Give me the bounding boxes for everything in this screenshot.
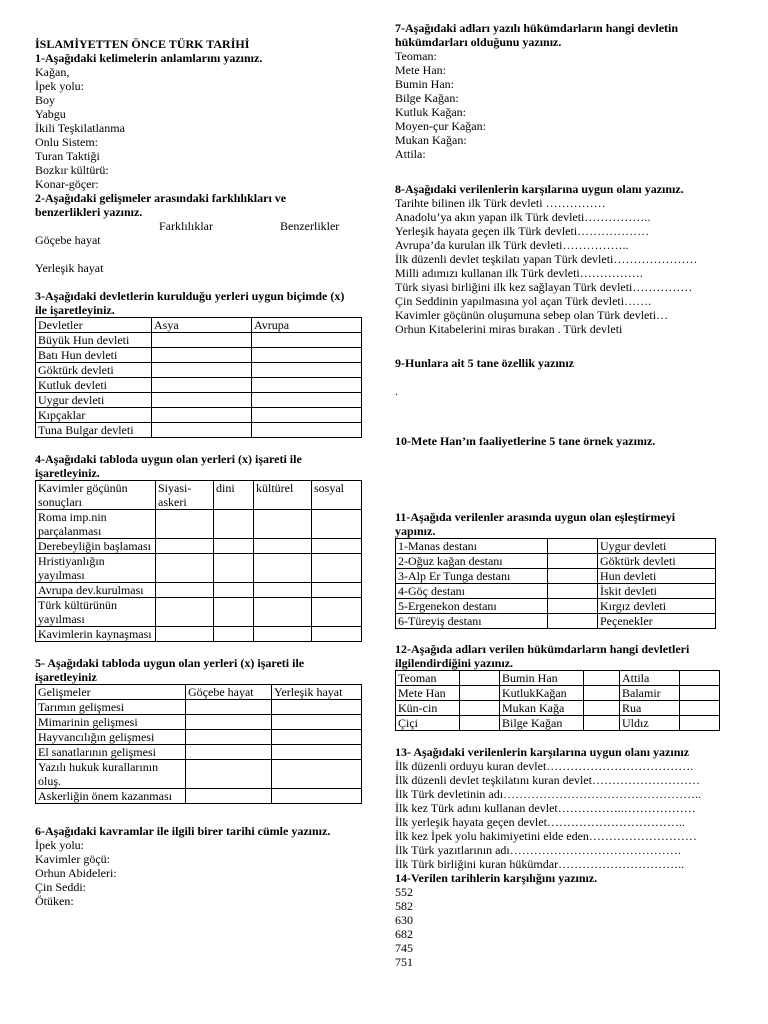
table-row	[36, 715, 362, 730]
answer-cell[interactable]	[214, 554, 254, 583]
q13-item: İlk düzenli devlet teşkilatını kuran devlet………………………	[395, 773, 700, 787]
answer-cell[interactable]	[156, 583, 214, 598]
q11-table	[395, 538, 716, 629]
table-header: Göçebe hayat	[186, 685, 272, 700]
q1-item: İpek yolu:	[35, 79, 84, 93]
q8-item: Milli adımızı kullanan ilk Türk devleti…………….	[395, 266, 643, 280]
answer-cell[interactable]	[252, 408, 362, 423]
q8-item: Avrupa’da kurulan ilk Türk devleti……………..	[395, 238, 629, 252]
q14-item: 682	[395, 927, 413, 941]
table-cell: Çiçi	[396, 716, 460, 731]
answer-cell[interactable]	[254, 583, 312, 598]
table-header: Avrupa	[252, 318, 362, 333]
q11-heading: 11-Aşağıda verilenler arasında uygun olan eşleştirmeyi	[395, 510, 676, 524]
answer-cell[interactable]	[152, 333, 252, 348]
q1-item: Turan Taktiği	[35, 149, 100, 163]
table-cell: Kavimlerin kaynaşması	[36, 627, 156, 642]
answer-cell[interactable]	[312, 510, 362, 539]
table-cell: 5-Ergenekon destanı	[396, 599, 548, 614]
q3-table	[35, 317, 362, 438]
answer-cell[interactable]	[214, 583, 254, 598]
table-cell: 3-Alp Er Tunga destanı	[396, 569, 548, 584]
q13-item: İlk yerleşik hayata geçen devlet……………………………..	[395, 815, 685, 829]
table-row	[396, 539, 716, 554]
answer-cell[interactable]	[186, 700, 272, 715]
table-cell: Uygur devleti	[598, 539, 716, 554]
answer-cell[interactable]	[680, 716, 720, 731]
q14-item: 630	[395, 913, 413, 927]
table-header: dini	[214, 481, 254, 510]
table-cell: Attila	[620, 671, 680, 686]
table-cell: Batı Hun devleti	[36, 348, 152, 363]
table-row	[36, 333, 362, 348]
table-header: Devletler	[36, 318, 152, 333]
table-header: Asya	[152, 318, 252, 333]
q2-heading: benzerlikleri yazınız.	[35, 205, 143, 219]
q2-col-differences: Farklılıklar	[159, 219, 213, 233]
answer-cell[interactable]	[680, 701, 720, 716]
q1-item: Yabgu	[35, 107, 66, 121]
q5-heading: işaretleyiniz	[35, 670, 97, 684]
table-row	[36, 378, 362, 393]
table-cell: Balamir	[620, 686, 680, 701]
answer-cell[interactable]	[254, 627, 312, 642]
q8-item: Türk siyasi birliğini ilk kez sağlayan Türk devleti……………	[395, 280, 693, 294]
table-cell: Tarımın gelişmesi	[36, 700, 186, 715]
q12-heading: ilgilendirdiğini yazınız.	[395, 656, 514, 670]
q9-heading: 9-Hunlara ait 5 tane özellik yazınız	[395, 356, 574, 370]
table-header: Gelişmeler	[36, 685, 186, 700]
answer-cell[interactable]	[252, 348, 362, 363]
q11-heading: yapınız.	[395, 524, 436, 538]
answer-cell[interactable]	[156, 510, 214, 539]
table-cell: Bumin Han	[500, 671, 584, 686]
q9-answer-dot: .	[395, 384, 398, 398]
answer-cell[interactable]	[186, 789, 272, 804]
q8-item: Anadolu’ya akın yapan ilk Türk devleti……………..	[395, 210, 651, 224]
q1-item: Konar-göçer:	[35, 177, 99, 191]
q6-item: İpek yolu:	[35, 838, 84, 852]
table-cell: El sanatlarının gelişmesi	[36, 745, 186, 760]
answer-cell[interactable]	[252, 393, 362, 408]
table-cell: 2-Oğuz kağan destanı	[396, 554, 548, 569]
q1-item: Boy	[35, 93, 56, 107]
answer-cell[interactable]	[152, 378, 252, 393]
answer-cell[interactable]	[312, 627, 362, 642]
q4-table	[35, 480, 362, 642]
table-header: sosyal	[312, 481, 362, 510]
table-cell: Derebeyliğin başlaması	[36, 539, 156, 554]
table-cell: Peçenekler	[598, 614, 716, 629]
q1-heading: 1-Aşağıdaki kelimelerin anlamlarını yazınız.	[35, 51, 263, 65]
answer-cell[interactable]	[252, 333, 362, 348]
table-row	[396, 671, 720, 686]
q2-column-headers	[35, 219, 365, 233]
q6-item: Kavimler göçü:	[35, 852, 110, 866]
q3-heading: 3-Aşağıdaki devletlerin kurulduğu yerleri uygun biçimde (x)	[35, 289, 345, 303]
answer-cell[interactable]	[460, 686, 500, 701]
table-header: Yerleşik hayat	[272, 685, 362, 700]
table-cell: KutlukKağan	[500, 686, 584, 701]
table-row	[36, 423, 362, 438]
q5-table	[35, 684, 362, 804]
answer-cell[interactable]	[548, 599, 598, 614]
q2-row-nomadic: Göçebe hayat	[35, 233, 101, 247]
table-cell: Kün-cin	[396, 701, 460, 716]
q1-item: Onlu Sistem:	[35, 135, 99, 149]
answer-cell[interactable]	[584, 686, 620, 701]
table-header-row	[36, 481, 362, 510]
q14-item: 751	[395, 955, 413, 969]
table-cell: Mukan Kağa	[500, 701, 584, 716]
table-row	[36, 760, 362, 789]
table-cell: Uygur devleti	[36, 393, 152, 408]
table-row	[36, 789, 362, 804]
answer-cell[interactable]	[680, 686, 720, 701]
q14-item: 745	[395, 941, 413, 955]
table-cell: Bilge Kağan	[500, 716, 584, 731]
table-row	[396, 701, 720, 716]
q13-item: İlk kez İpek yolu hakimiyetini elde eden………………………	[395, 829, 697, 843]
answer-cell[interactable]	[252, 423, 362, 438]
q12-table	[395, 670, 720, 731]
answer-cell[interactable]	[156, 598, 214, 627]
answer-cell[interactable]	[272, 760, 362, 789]
q7-item: Mete Han:	[395, 63, 446, 77]
table-row	[396, 554, 716, 569]
answer-cell[interactable]	[214, 598, 254, 627]
answer-cell[interactable]	[272, 730, 362, 745]
table-row	[396, 716, 720, 731]
table-cell: Mete Han	[396, 686, 460, 701]
table-cell: Tuna Bulgar devleti	[36, 423, 152, 438]
table-cell: Uldız	[620, 716, 680, 731]
answer-cell[interactable]	[460, 716, 500, 731]
answer-cell[interactable]	[548, 569, 598, 584]
left-column	[35, 0, 365, 908]
table-cell: Hristiyanlığın yayılması	[36, 554, 156, 583]
table-cell: Roma imp.nin parçalanması	[36, 510, 156, 539]
answer-cell[interactable]	[460, 701, 500, 716]
answer-cell[interactable]	[252, 378, 362, 393]
table-row	[36, 554, 362, 583]
answer-cell[interactable]	[152, 348, 252, 363]
answer-cell[interactable]	[152, 423, 252, 438]
q4-heading: 4-Aşağıdaki tabloda uygun olan yerleri (x) işareti ile	[35, 452, 302, 466]
q8-item: Orhun Kitabelerini miras bırakan . Türk devleti	[395, 322, 623, 336]
q6-item: Çin Seddi:	[35, 880, 87, 894]
answer-cell[interactable]	[254, 539, 312, 554]
table-header-row	[36, 318, 362, 333]
table-row	[396, 569, 716, 584]
table-cell: Kutluk devleti	[36, 378, 152, 393]
q1-item: Kağan,	[35, 65, 70, 79]
table-cell: Avrupa dev.kurulması	[36, 583, 156, 598]
right-column	[395, 0, 735, 969]
table-cell: 1-Manas destanı	[396, 539, 548, 554]
answer-cell[interactable]	[152, 363, 252, 378]
answer-cell[interactable]	[548, 584, 598, 599]
table-row	[36, 700, 362, 715]
answer-cell[interactable]	[156, 627, 214, 642]
q13-item: İlk Türk devletinin adı…………………………………………..	[395, 787, 702, 801]
answer-cell[interactable]	[460, 671, 500, 686]
q7-item: Bumin Han:	[395, 77, 454, 91]
q7-item: Teoman:	[395, 49, 437, 63]
q7-item: Attila:	[395, 147, 426, 161]
table-cell: Yazılı hukuk kurallarının oluş.	[36, 760, 186, 789]
q7-item: Bilge Kağan:	[395, 91, 459, 105]
q7-item: Moyen-çur Kağan:	[395, 119, 486, 133]
table-cell: 6-Türeyiş destanı	[396, 614, 548, 629]
table-cell: Büyük Hun devleti	[36, 333, 152, 348]
q14-heading: 14-Verilen tarihlerin karşılığını yazınız.	[395, 871, 598, 885]
table-row	[36, 363, 362, 378]
answer-cell[interactable]	[312, 583, 362, 598]
table-cell: Rua	[620, 701, 680, 716]
table-header: kültürel	[254, 481, 312, 510]
q12-heading: 12-Aşağıda adları verilen hükümdarların hangi devletleri	[395, 642, 690, 656]
table-cell: Kıpçaklar	[36, 408, 152, 423]
table-row	[36, 348, 362, 363]
q2-row-settled: Yerleşik hayat	[35, 261, 104, 275]
q5-heading: 5- Aşağıdaki tabloda uygun olan yerleri (x) işareti ile	[35, 656, 305, 670]
answer-cell[interactable]	[254, 510, 312, 539]
q13-item: İlk düzenli orduyu kuran devlet……………………………….	[395, 759, 694, 773]
answer-cell[interactable]	[156, 554, 214, 583]
answer-cell[interactable]	[272, 745, 362, 760]
answer-cell[interactable]	[186, 760, 272, 789]
answer-cell[interactable]	[272, 700, 362, 715]
answer-cell[interactable]	[156, 539, 214, 554]
table-row	[36, 393, 362, 408]
q1-item: Bozkır kültürü:	[35, 163, 109, 177]
q7-heading: 7-Aşağıdaki adları yazılı hükümdarların hangi devletin	[395, 21, 679, 35]
table-cell: Hun devleti	[598, 569, 716, 584]
answer-cell[interactable]	[312, 598, 362, 627]
answer-cell[interactable]	[548, 554, 598, 569]
q6-item: Orhun Abideleri:	[35, 866, 117, 880]
q7-heading: hükümdarları olduğunu yazınız.	[395, 35, 562, 49]
q2-heading: 2-Aşağıdaki gelişmeler arasındaki farklılıkları ve	[35, 191, 287, 205]
answer-cell[interactable]	[312, 554, 362, 583]
q8-item: İlk düzenli devlet teşkilatı yapan Türk devleti…………………	[395, 252, 698, 266]
answer-cell[interactable]	[186, 745, 272, 760]
table-cell: 4-Göç destanı	[396, 584, 548, 599]
table-header-row	[36, 685, 362, 700]
q6-heading: 6-Aşağıdaki kavramlar ile ilgili birer tarihi cümle yazınız.	[35, 824, 331, 838]
table-header: Siyasi-askeri	[156, 481, 214, 510]
answer-cell[interactable]	[584, 716, 620, 731]
table-row	[36, 598, 362, 627]
answer-cell[interactable]	[214, 627, 254, 642]
q1-item: İkili Teşkilatlanma	[35, 121, 125, 135]
table-cell: Göktürk devleti	[598, 554, 716, 569]
q7-item: Mukan Kağan:	[395, 133, 467, 147]
answer-cell[interactable]	[214, 539, 254, 554]
answer-cell[interactable]	[312, 539, 362, 554]
table-row	[36, 539, 362, 554]
table-cell: Mimarinin gelişmesi	[36, 715, 186, 730]
q8-item: Kavimler göçünün oluşumuna sebep olan Türk devleti…	[395, 308, 669, 322]
answer-cell[interactable]	[584, 701, 620, 716]
answer-cell[interactable]	[152, 408, 252, 423]
table-row	[36, 510, 362, 539]
q4-heading: işaretleyiniz.	[35, 466, 100, 480]
q10-heading: 10-Mete Han’ın faaliyetlerine 5 tane örnek yazınız.	[395, 434, 656, 448]
q14-item: 582	[395, 899, 413, 913]
answer-cell[interactable]	[214, 510, 254, 539]
table-row	[36, 408, 362, 423]
table-cell: Hayvancılığın gelişmesi	[36, 730, 186, 745]
table-row	[396, 686, 720, 701]
table-row	[36, 583, 362, 598]
q1-list	[35, 65, 365, 191]
q14-item: 552	[395, 885, 413, 899]
table-row	[396, 599, 716, 614]
table-header: Kavimler göçünün sonuçları	[36, 481, 156, 510]
table-cell: Kırgız devleti	[598, 599, 716, 614]
q13-item: İlk Türk birliğini kuran hükümdar…………………………..	[395, 857, 685, 871]
q8-item: Tarihte bilinen ilk Türk devleti ……………	[395, 196, 606, 210]
answer-cell[interactable]	[186, 730, 272, 745]
answer-cell[interactable]	[548, 614, 598, 629]
table-row	[36, 745, 362, 760]
q8-item: Yerleşik hayata geçen ilk Türk devleti………………	[395, 224, 650, 238]
table-cell: Teoman	[396, 671, 460, 686]
answer-cell[interactable]	[186, 715, 272, 730]
q3-heading: ile işaretleyiniz.	[35, 303, 115, 317]
table-cell: Askerliğin önem kazanması	[36, 789, 186, 804]
page-title: İSLAMİYETTEN ÖNCE TÜRK TARİHİ	[35, 37, 250, 51]
q13-item: İlk kez Türk adını kullanan devlet……………..………………	[395, 801, 696, 815]
q8-heading: 8-Aşağıdaki verilenlerin karşılarına uygun olanı yazınız.	[395, 182, 684, 196]
q8-item: Çin Seddinin yapılmasına yol açan Türk devleti…….	[395, 294, 652, 308]
table-row	[396, 584, 716, 599]
table-row	[396, 614, 716, 629]
answer-cell[interactable]	[272, 789, 362, 804]
answer-cell[interactable]	[584, 671, 620, 686]
table-cell: Göktürk devleti	[36, 363, 152, 378]
q13-heading: 13- Aşağıdaki verilenlerin karşılarına uygun olanı yazınız	[395, 745, 690, 759]
q6-item: Ötüken:	[35, 894, 74, 908]
table-cell: İskit devleti	[598, 584, 716, 599]
q7-item: Kutluk Kağan:	[395, 105, 466, 119]
answer-cell[interactable]	[254, 598, 312, 627]
q13-item: İlk Türk yazıtlarının adı…………………………………….	[395, 843, 681, 857]
answer-cell[interactable]	[272, 715, 362, 730]
answer-cell[interactable]	[152, 393, 252, 408]
answer-cell[interactable]	[254, 554, 312, 583]
answer-cell[interactable]	[680, 671, 720, 686]
table-row	[36, 627, 362, 642]
table-cell: Türk kültürünün yayılması	[36, 598, 156, 627]
answer-cell[interactable]	[548, 539, 598, 554]
q2-col-similarities: Benzerlikler	[280, 219, 340, 233]
table-row	[36, 730, 362, 745]
answer-cell[interactable]	[252, 363, 362, 378]
